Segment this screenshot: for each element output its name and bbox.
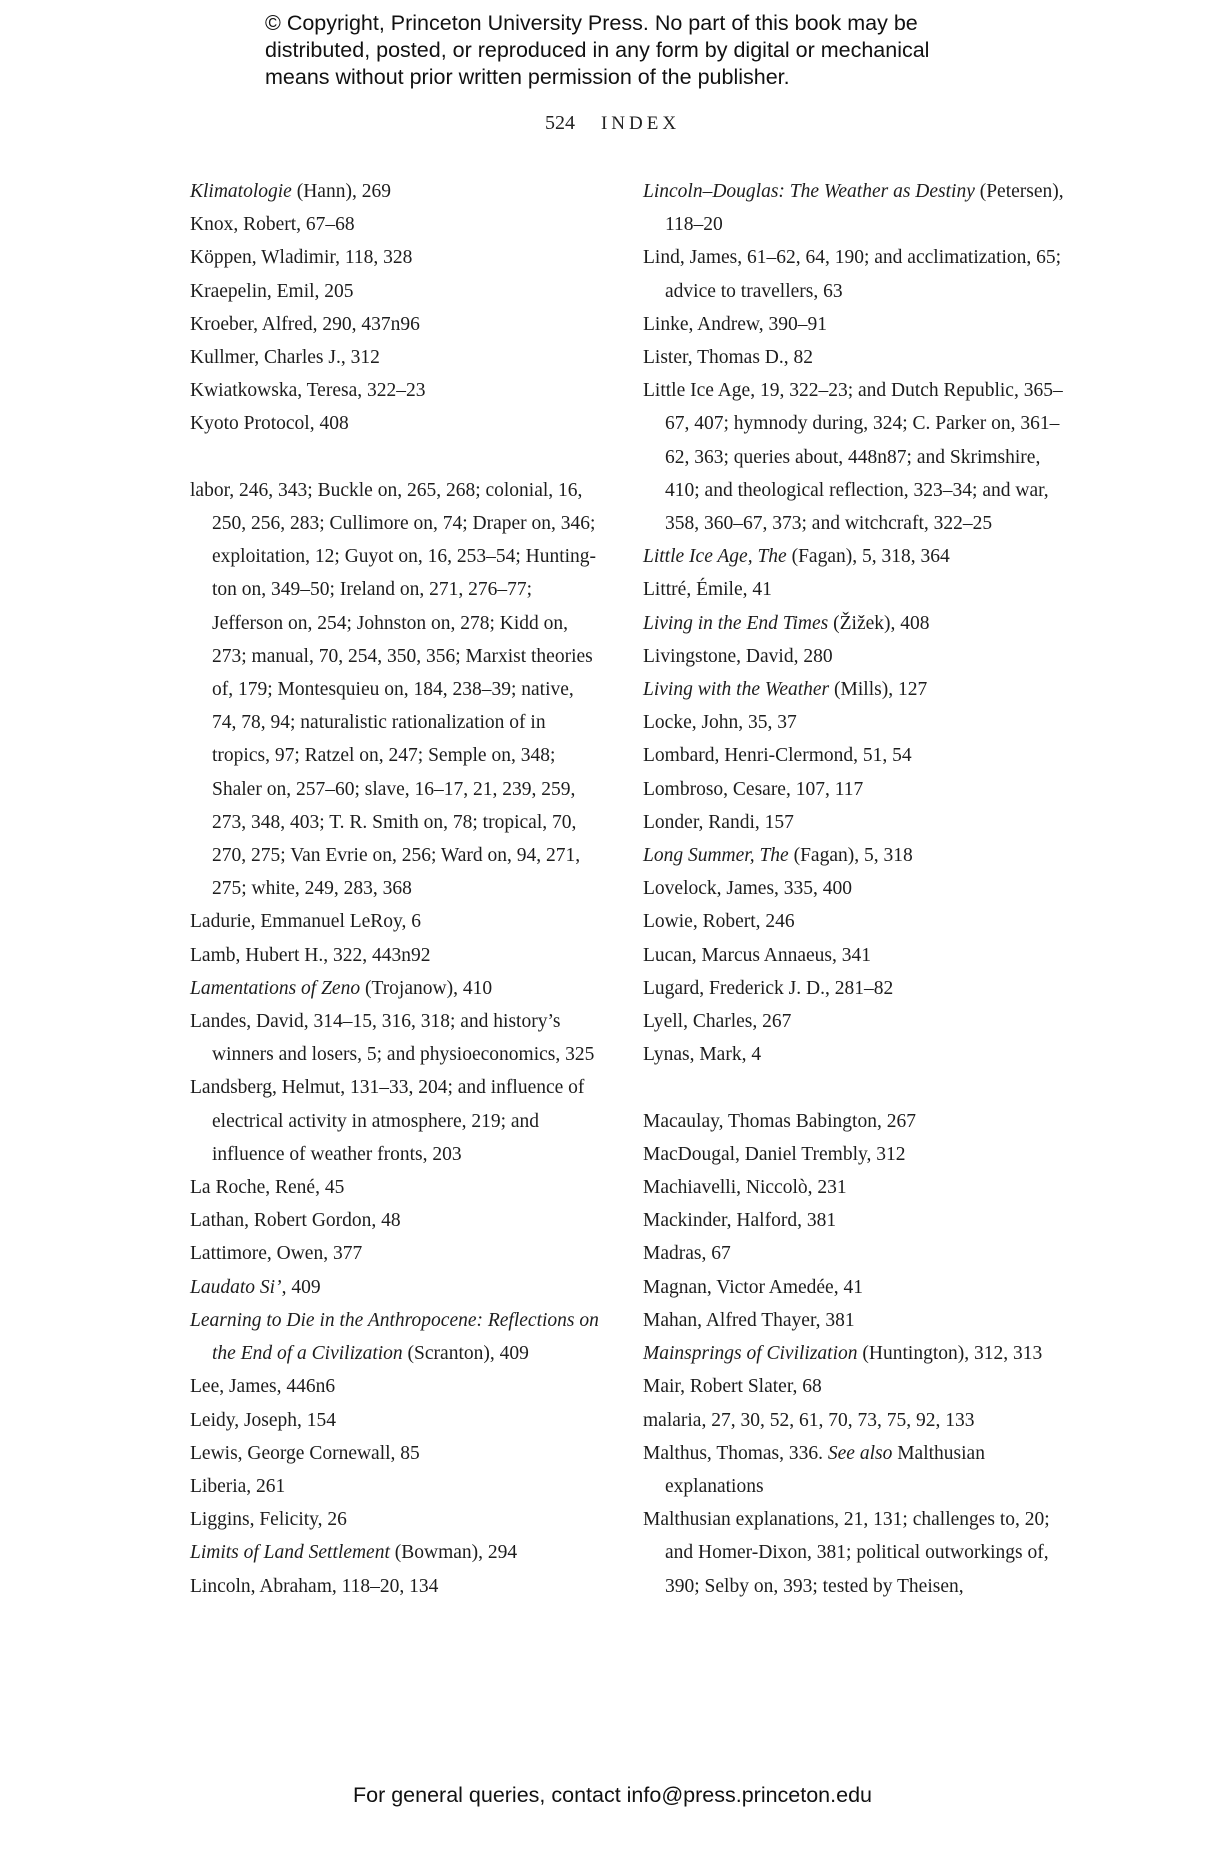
entry-text: Linke, Andrew, 390–91 (643, 313, 827, 335)
index-entry (643, 1138, 1073, 1171)
entry-text: Malthusian explanations (665, 1442, 985, 1497)
index-entry (190, 1470, 600, 1503)
index-column-right (643, 175, 1073, 1603)
entry-text: Köppen, Wladimir, 118, 328 (190, 247, 413, 269)
index-entry (643, 905, 1073, 938)
index-entry (643, 972, 1073, 1005)
entry-text: (Hann), 269 (291, 181, 391, 202)
entry-text: Lamb, Hubert H., 322, 443n92 (190, 944, 431, 966)
entry-text: Liggins, Felicity, 26 (190, 1509, 347, 1531)
entry-text: Machiavelli, Niccolò, 231 (643, 1177, 847, 1199)
index-entry (190, 308, 600, 341)
entry-text: (Trojanow), 410 (360, 977, 493, 999)
index-entry (643, 1204, 1073, 1237)
entry-text: Lewis, George Cornewall, 85 (190, 1442, 420, 1464)
index-entry (643, 341, 1073, 374)
index-entry (643, 308, 1073, 341)
entry-title-italic: Little Ice Age, The (643, 546, 787, 568)
index-entry (190, 474, 600, 906)
index-entry (643, 1370, 1073, 1403)
entry-text: Landsberg, Helmut, 131–33, 204; and influence of electrical activity in atmosphere, 219; and influence of weather fronts, 203 (190, 1077, 585, 1165)
index-entry (643, 839, 1073, 872)
index-entry (643, 374, 1073, 540)
index-entry (643, 573, 1073, 606)
index-entry (643, 1437, 1073, 1503)
entry-title-italic: Long Summer, The (643, 845, 789, 867)
entry-text: Mair, Robert Slater, 68 (643, 1376, 822, 1398)
entry-text: Lister, Thomas D., 82 (643, 347, 814, 369)
entry-text: Malthusian explanations, 21, 131; challenges to, 20; and Homer-Dixon, 381; political outworkings of, 390; Selby on, 393; tested by Theisen, (643, 1509, 1050, 1597)
entry-text: , 409 (281, 1276, 321, 1298)
entry-text: MacDougal, Daniel Trembly, 312 (643, 1143, 906, 1165)
index-entry (643, 241, 1073, 307)
index-entry (643, 673, 1073, 706)
entry-text: Lowie, Robert, 246 (643, 911, 795, 933)
index-entry (190, 407, 600, 440)
index-entry (190, 1171, 600, 1204)
contact-footer: For general queries, contact info@press.princeton.edu (352, 1783, 872, 1807)
entry-text: Magnan, Victor Amedée, 41 (643, 1276, 863, 1298)
entry-text: Lind, James, 61–62, 64, 190; and acclimatization, 65; advice to travellers, 63 (643, 247, 1062, 302)
entry-text: (Fagan), 5, 318 (788, 845, 913, 867)
letter-group-separator (190, 441, 600, 474)
entry-text: Lucan, Marcus Annaeus, 341 (643, 944, 871, 966)
entry-text: Londer, Randi, 157 (643, 811, 794, 833)
index-entry (190, 1404, 600, 1437)
entry-text: Kroeber, Alfred, 290, 437n96 (190, 313, 420, 335)
entry-text: Lattimore, Owen, 377 (190, 1243, 363, 1265)
index-entry (643, 739, 1073, 772)
index-entry (643, 540, 1073, 573)
entry-text: Lombroso, Cesare, 107, 117 (643, 778, 864, 800)
entry-text: (Žižek), 408 (828, 612, 930, 634)
index-entry (190, 905, 600, 938)
entry-title-italic: Learning to Die in the Anthropocene: Reflections on the End of a Civilization (190, 1309, 599, 1365)
entry-title-italic: Limits of Land Settlement (190, 1542, 390, 1564)
entry-text: Landes, David, 314–15, 316, 318; and history’s winners and losers, 5; and physioeconomics, 325 (190, 1011, 595, 1066)
running-head (0, 112, 1225, 135)
entry-text: Livingstone, David, 280 (643, 645, 833, 667)
index-entry (643, 706, 1073, 739)
index-entry (190, 275, 600, 308)
entry-text: Liberia, 261 (190, 1475, 286, 1497)
entry-text: (Huntington), 312, 313 (857, 1343, 1043, 1365)
entry-title-italic: Laudato Si’ (190, 1276, 282, 1298)
index-entry (190, 341, 600, 374)
index-entry (643, 872, 1073, 905)
index-entry (190, 1271, 600, 1304)
index-entry (190, 374, 600, 407)
entry-text: Locke, John, 35, 37 (643, 712, 797, 734)
entry-text: Littré, Émile, 41 (643, 579, 772, 601)
index-entry (190, 1370, 600, 1403)
index-entry (643, 1237, 1073, 1270)
entry-text: Kullmer, Charles J., 312 (190, 347, 380, 369)
index-entry (190, 1071, 600, 1171)
index-entry (190, 241, 600, 274)
entry-text: Malthus, Thomas, 336. (643, 1442, 828, 1464)
index-column-left (190, 175, 600, 1603)
copyright-notice: © Copyright, Princeton University Press. No part of this book may be distributed, posted, or reproduced in any form by digital or mechanical means without prior written permission of the publisher. (265, 11, 930, 89)
entry-text: Lynas, Mark, 4 (643, 1044, 762, 1066)
index-entry (190, 1503, 600, 1536)
entry-title-italic: Living with the Weather (643, 679, 830, 701)
index-entry (643, 175, 1073, 241)
entry-text: Lincoln, Abraham, 118–20, 134 (190, 1575, 439, 1597)
entry-text: Madras, 67 (643, 1243, 731, 1265)
index-entry (643, 1171, 1073, 1204)
entry-text: Lathan, Robert Gordon, 48 (190, 1210, 401, 1232)
entry-text: Lugard, Frederick J. D., 281–82 (643, 977, 894, 999)
entry-text: Mahan, Alfred Thayer, 381 (643, 1309, 855, 1331)
entry-title-italic: Mainsprings of Civilization (643, 1343, 858, 1365)
entry-text: Lovelock, James, 335, 400 (643, 878, 853, 900)
section-title: INDEX (600, 113, 681, 134)
entry-text: Lombard, Henri-Clermond, 51, 54 (643, 745, 912, 767)
index-entry (643, 640, 1073, 673)
index-entry (643, 1038, 1073, 1071)
entry-text: (Mills), 127 (829, 679, 928, 701)
index-entry (190, 208, 600, 241)
entry-text: Kwiatkowska, Teresa, 322–23 (190, 380, 426, 402)
entry-title-italic: Lamentations of Zeno (190, 977, 361, 999)
entry-text: Kraepelin, Emil, 205 (190, 280, 354, 302)
index-entry (190, 939, 600, 972)
entry-text: Mackinder, Halford, 381 (643, 1210, 837, 1232)
index-entry (643, 1304, 1073, 1337)
entry-text: (Bowman), 294 (389, 1542, 518, 1564)
index-entry (643, 607, 1073, 640)
entry-title-italic: See also (827, 1442, 893, 1464)
entry-text: Knox, Robert, 67–68 (190, 214, 355, 236)
entry-text: Kyoto Protocol, 408 (190, 413, 349, 435)
index-entry (643, 1503, 1073, 1603)
entry-text: Leidy, Joseph, 154 (190, 1409, 337, 1431)
entry-title-italic: Living in the End Times (643, 612, 829, 634)
entry-text: (Scranton), 409 (402, 1343, 529, 1365)
index-entry (643, 1337, 1073, 1370)
index-entry (190, 1204, 600, 1237)
index-entry (190, 1570, 600, 1603)
entry-text: (Petersen), 118–20 (665, 181, 1064, 236)
entry-title-italic: Lincoln–Douglas: The Weather as Destiny (643, 181, 975, 202)
index-entry (190, 1536, 600, 1569)
entry-text: Ladurie, Emmanuel LeRoy, 6 (190, 911, 422, 933)
index-entry (190, 1237, 600, 1270)
entry-text: Lee, James, 446n6 (190, 1376, 336, 1398)
letter-group-separator (643, 1071, 1073, 1104)
index-entry (643, 939, 1073, 972)
entry-text: La Roche, René, 45 (190, 1177, 345, 1199)
index-entry (190, 1005, 600, 1071)
entry-text: malaria, 27, 30, 52, 61, 70, 73, 75, 92, 133 (643, 1409, 975, 1431)
index-entry (643, 773, 1073, 806)
entry-text: labor, 246, 343; Buckle on, 265, 268; colonial, 16, 250, 256, 283; Cullimore on, 74; Draper on, 346; exploitation, 12; Guyot on, 16, 253–54; Hunting-ton on, 349–50; Ireland on, 271, 276–77; Jefferson on, 254; Johnston on, 278; Kidd on, 273; manual, 70, 254, 350, 356; Marxist theories of, 179; Montesquieu on, 184, 238–39; native, 74, 78, 94; naturalistic rationalization of in tropics, 97; Ratzel on, 247; Semple on, 348; Shaler on, 257–60; slave, 16–17, 21, 239, 259, 273, 348, 403; T. R. Smith on, 78; tropical, 70, 270, 275; Van Evrie on, 256; Ward on, 94, 271, 275; white, 249, 283, 368 (190, 479, 597, 900)
entry-text: Little Ice Age, 19, 322–23; and Dutch Republic, 365–67, 407; hymnody during, 324; C. Parker on, 361–62, 363; queries about, 448n87; and Skrimshire, 410; and theological reflection, 323–34; and war, 358, 360–67, 373; and witchcraft, 322–25 (643, 380, 1063, 535)
index-entry (643, 1404, 1073, 1437)
entry-text: Lyell, Charles, 267 (643, 1011, 792, 1033)
index-entry (643, 1105, 1073, 1138)
index-entry (190, 972, 600, 1005)
index-entry (190, 1304, 600, 1370)
index-entry (190, 1437, 600, 1470)
entry-text: Macaulay, Thomas Babington, 267 (643, 1110, 916, 1132)
index-entry (643, 1271, 1073, 1304)
index-entry (643, 1005, 1073, 1038)
index-entry (190, 175, 600, 208)
index-entry (643, 806, 1073, 839)
entry-text: (Fagan), 5, 318, 364 (786, 546, 950, 568)
entry-title-italic: Klimatologie (190, 181, 292, 202)
page-number: 524 (544, 112, 575, 134)
